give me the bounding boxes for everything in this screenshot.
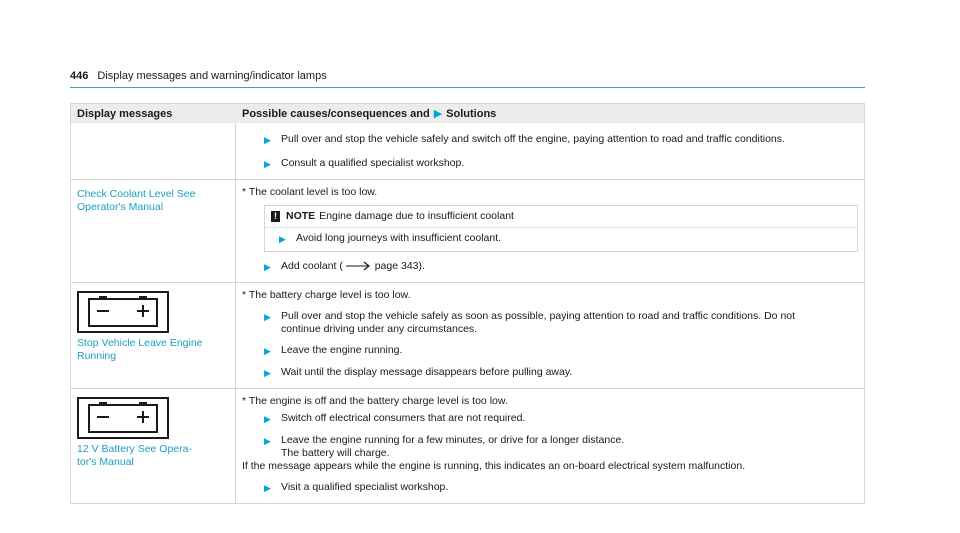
solution-step: ▶ Add coolant ( page 343). [264,260,425,272]
triangle-right-icon: ▶ [264,346,271,356]
solution-step: ▶ Consult a qualified specialist workshop. [264,157,465,169]
triangle-right-icon: ▶ [264,414,271,424]
note-box [264,205,858,252]
solution-step: ▶ Visit a qualified specialist workshop. [264,481,449,493]
display-messages-table [70,103,865,504]
long-arrow-icon [346,261,372,271]
note-text: Engine damage due to insufficient coolant [319,210,514,222]
table-header [71,104,864,123]
table-row [71,123,864,179]
solution-step: ▶ Leave the engine running. [264,344,403,356]
table-row [71,282,864,388]
triangle-right-icon: ▶ [264,262,271,272]
display-message: 12 V Battery See Opera- tor's Manual [77,443,192,468]
triangle-right-icon: ▶ [264,483,271,493]
battery-icon [77,291,169,333]
triangle-right-icon: ▶ [264,436,271,446]
column-header-causes: Possible causes/consequences and ▶ Solutions [242,107,497,120]
solution-step: ▶ Pull over and stop the vehicle safely as soon as possible, paying attention to road and traffic conditions. Do not continue driving under any circumstances. [264,310,796,335]
page-header [70,70,327,82]
triangle-right-icon: ▶ [433,108,443,120]
solution-step: ▶ Switch off electrical consumers that are not required. [264,412,526,424]
display-message: Check Coolant Level See Operator's Manual [77,188,196,213]
table-row [71,179,864,282]
triangle-right-icon: ▶ [264,135,271,145]
cause-text: * The engine is off and the battery charge level is too low. [242,395,508,407]
header-divider [70,87,865,88]
info-text: If the message appears while the engine is running, this indicates an on-board electrical system malfunction. [242,460,746,472]
solution-step: ▶ Leave the engine running for a few minutes, or drive for a longer distance. The battery will charge. [264,434,625,459]
solution-step: ▶ Wait until the display message disappears before pulling away. [264,366,573,378]
warning-icon: ! [271,211,280,222]
table-row [71,388,864,503]
battery-icon [77,397,169,439]
triangle-right-icon: ▶ [264,312,271,322]
solution-step: ▶ Avoid long journeys with insufficient coolant. [279,232,502,244]
column-header-messages: Display messages [77,107,173,120]
page-title: Display messages and warning/indicator lamps [97,70,327,82]
display-message: Stop Vehicle Leave Engine Running [77,337,203,362]
cause-text: * The battery charge level is too low. [242,289,411,301]
triangle-right-icon: ▶ [264,368,271,378]
triangle-right-icon: ▶ [264,159,271,169]
note-label: NOTE [286,210,316,222]
triangle-right-icon: ▶ [279,234,286,244]
solution-step: ▶ Pull over and stop the vehicle safely and switch off the engine, paying attention to road and traffic conditions. [264,133,785,145]
page-number: 446 [70,70,89,82]
cause-text: * The coolant level is too low. [242,186,378,198]
